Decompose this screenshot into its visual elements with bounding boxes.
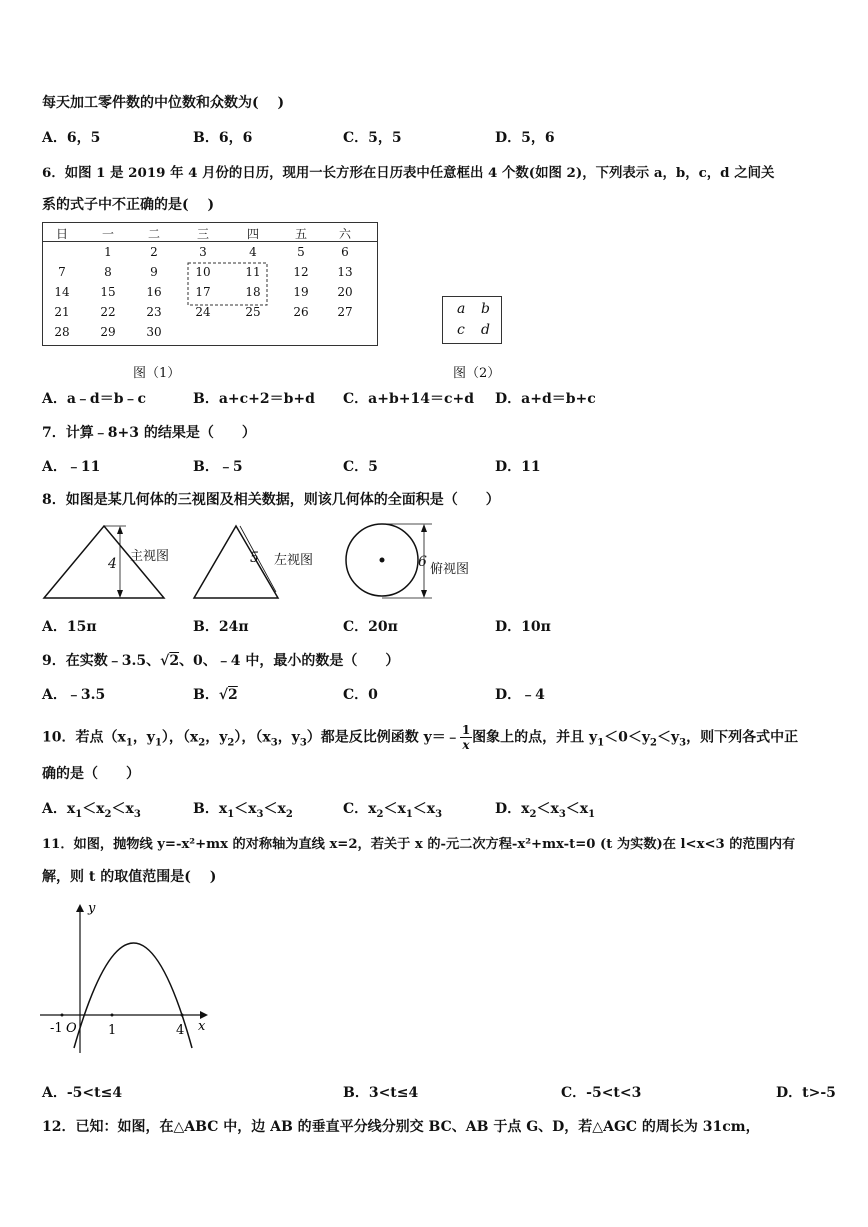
calendar-day-cell: 24 (195, 305, 211, 319)
calendar-day-cell: 28 (54, 325, 70, 339)
q10-option-a: A．$x_1<x_2<x_3$ (42, 801, 141, 820)
calendar-day-cell: 26 (293, 305, 309, 319)
axis-label-y: y (88, 901, 96, 916)
calendar-day-cell: 14 (54, 285, 70, 299)
calendar-day-cell: 4 (249, 245, 257, 259)
q10-option-c: C．$x_2<x_1<x_3$ (343, 801, 443, 820)
label-top-view: 俯视图 (430, 562, 470, 577)
q9-stem-pre: 9．在实数﹣3.5、 (42, 653, 161, 669)
calendar-day-cell: 27 (337, 305, 353, 319)
calendar-header-cell: 四 (246, 227, 259, 241)
q7-option-b: B．﹣5 (193, 459, 243, 475)
radicand: 2 (169, 653, 180, 669)
calendar-day-cell: 19 (293, 285, 309, 299)
dashed-selection-box (43, 223, 377, 345)
q11-option-a: A．-5<t≤4 (42, 1085, 123, 1101)
q9-option-b: B．√2 (193, 687, 238, 703)
q10-option-b: B．$x_1<x_3<x_2$ (193, 801, 293, 820)
calendar-day-cell: 16 (146, 285, 162, 299)
calendar-day-cell: 18 (245, 285, 261, 299)
sqrt-2: √2 (160, 653, 180, 669)
q8-option-d: D．10π (495, 619, 551, 635)
calendar-figure (42, 222, 378, 346)
axis-label-x: x (198, 1019, 206, 1034)
q10-stem-line2: 确的是（ ） (42, 766, 140, 782)
q6-option-a: A．a﹣d＝b﹣c (42, 391, 147, 407)
dim-top-diameter: 6 (418, 554, 427, 570)
calendar-day-cell: 5 (297, 245, 305, 259)
calendar-header-cell: 六 (338, 227, 351, 241)
q6-stem-line1: 6．如图 1 是 2019 年 4 月份的日历，现用一长方形在日历表中任意框出 4 个数(如图 2)，下列表示 a，b，c，d 之间关 (42, 165, 775, 181)
calendar-day-cell: 22 (100, 305, 116, 319)
q8-stem: 8．如图是某几何体的三视图及相关数据，则该几何体的全面积是（ ） (42, 492, 500, 508)
q5-option-c: C．5，5 (343, 130, 402, 146)
calendar-day-cell: 25 (245, 305, 261, 319)
calendar-day-cell: 17 (195, 285, 211, 299)
q5-option-d: D．5，6 (495, 130, 555, 146)
q7-stem: 7．计算﹣8+3 的结果是（ ） (42, 425, 256, 441)
fraction-1-over-x: $\frac{1}{x}$ (461, 723, 471, 752)
calendar-day-cell: 3 (199, 245, 207, 259)
tick-label-4: 4 (176, 1023, 185, 1038)
q6-option-b: B．a+c+2＝b+d (193, 391, 315, 407)
box-letter-b: b (481, 301, 490, 317)
box-letter-d: d (481, 322, 490, 338)
q6-option-d: D．a+d＝b+c (495, 391, 596, 407)
calendar-header-cell: 日 (55, 227, 68, 241)
calendar-day-cell: 2 (150, 245, 158, 259)
caption-figure-2: 图（2） (453, 366, 501, 381)
q9-stem (42, 650, 399, 670)
q9-option-c: C．0 (343, 687, 378, 703)
q11-option-b: B．3<t≤4 (343, 1085, 419, 1101)
label-front-view: 主视图 (130, 549, 170, 564)
tick-label-1: 1 (108, 1023, 117, 1038)
q5-option-a: A．6，5 (42, 130, 101, 146)
calendar-day-cell: 23 (146, 305, 162, 319)
calendar-day-cell: 30 (146, 325, 162, 339)
caption-figure-1: 图（1） (133, 366, 181, 381)
origin-label: O (66, 1021, 77, 1036)
q6-stem-line2: 系的式子中不正确的是( ) (42, 197, 215, 213)
calendar-day-cell: 8 (104, 265, 112, 279)
q8-option-c: C．20π (343, 619, 398, 635)
dim-side-slant: 5 (250, 550, 259, 566)
calendar-day-cell: 12 (293, 265, 309, 279)
dim-front-height: 4 (108, 556, 117, 572)
q11-option-c: C．-5<t<3 (561, 1085, 642, 1101)
q8-option-a: A．15π (42, 619, 97, 635)
q7-option-d: D．11 (495, 459, 541, 475)
q10-stem-line1: 10．若点（$x_1$，$y_1$），（$x_2$，$y_2$），（$x_3$，$y_3$）都是反比例函数 y＝﹣ $\frac{1}{x}$ 图象上的点，并且 $y_1<0<y_2<y_3$，则下列各式中正 (42, 723, 799, 752)
label-side-view: 左视图 (274, 553, 314, 568)
calendar-day-cell: 15 (100, 285, 116, 299)
q9-option-a: A．﹣3.5 (42, 687, 106, 703)
selection-box-figure-2 (442, 296, 502, 344)
q12-stem: 12．已知：如图，在△ABC 中，边 AB 的垂直平分线分别交 BC、AB 于点 G、D，若△AGC 的周长为 31cm， (42, 1119, 760, 1135)
q11-stem-line1: 11．如图，抛物线 y=-x²+mx 的对称轴为直线 x=2，若关于 x 的-元二次方程-x²+mx-t=0 (t 为实数)在 l<x<3 的范围内有 (42, 837, 796, 852)
q9-stem-post: 、0、﹣4 中，最小的数是（ ） (179, 653, 400, 669)
calendar-day-cell: 29 (100, 325, 116, 339)
calendar-day-cell: 7 (58, 265, 66, 279)
box-letter-c: c (457, 322, 465, 338)
q11-stem-line2: 解，则 t 的取值范围是( ) (42, 869, 217, 885)
calendar-day-cell: 6 (341, 245, 349, 259)
calendar-day-cell: 21 (54, 305, 70, 319)
calendar-day-cell: 10 (195, 265, 211, 279)
q11-option-d: D．t>-5 (776, 1085, 836, 1101)
q10-option-d: D．$x_2<x_3<x_1$ (495, 801, 596, 820)
q5-stem: 每天加工零件数的中位数和众数为( ) (42, 95, 285, 111)
calendar-header-cell: 五 (294, 227, 307, 241)
calendar-day-cell: 9 (150, 265, 158, 279)
q7-option-a: A．﹣11 (42, 459, 101, 475)
box-letter-a: a (457, 301, 466, 317)
calendar-day-cell: 1 (104, 245, 112, 259)
q5-option-b: B．6，6 (193, 130, 253, 146)
q9-option-b-radicand: 2 (228, 687, 238, 703)
q9-option-b-label: B． (193, 687, 219, 703)
q7-option-c: C．5 (343, 459, 378, 475)
q9-option-d: D．﹣4 (495, 687, 545, 703)
parabola-graph (40, 898, 220, 1058)
calendar-header-cell: 二 (147, 227, 160, 241)
calendar-day-cell: 20 (337, 285, 353, 299)
q6-option-c: C．a+b+14＝c+d (343, 391, 474, 407)
q8-option-b: B．24π (193, 619, 249, 635)
calendar-day-cell: 13 (337, 265, 353, 279)
calendar-header-cell: 三 (196, 227, 209, 241)
calendar-header-cell: 一 (101, 227, 114, 241)
tick-label-neg1: -1 (50, 1021, 63, 1036)
calendar-day-cell: 11 (245, 265, 261, 279)
